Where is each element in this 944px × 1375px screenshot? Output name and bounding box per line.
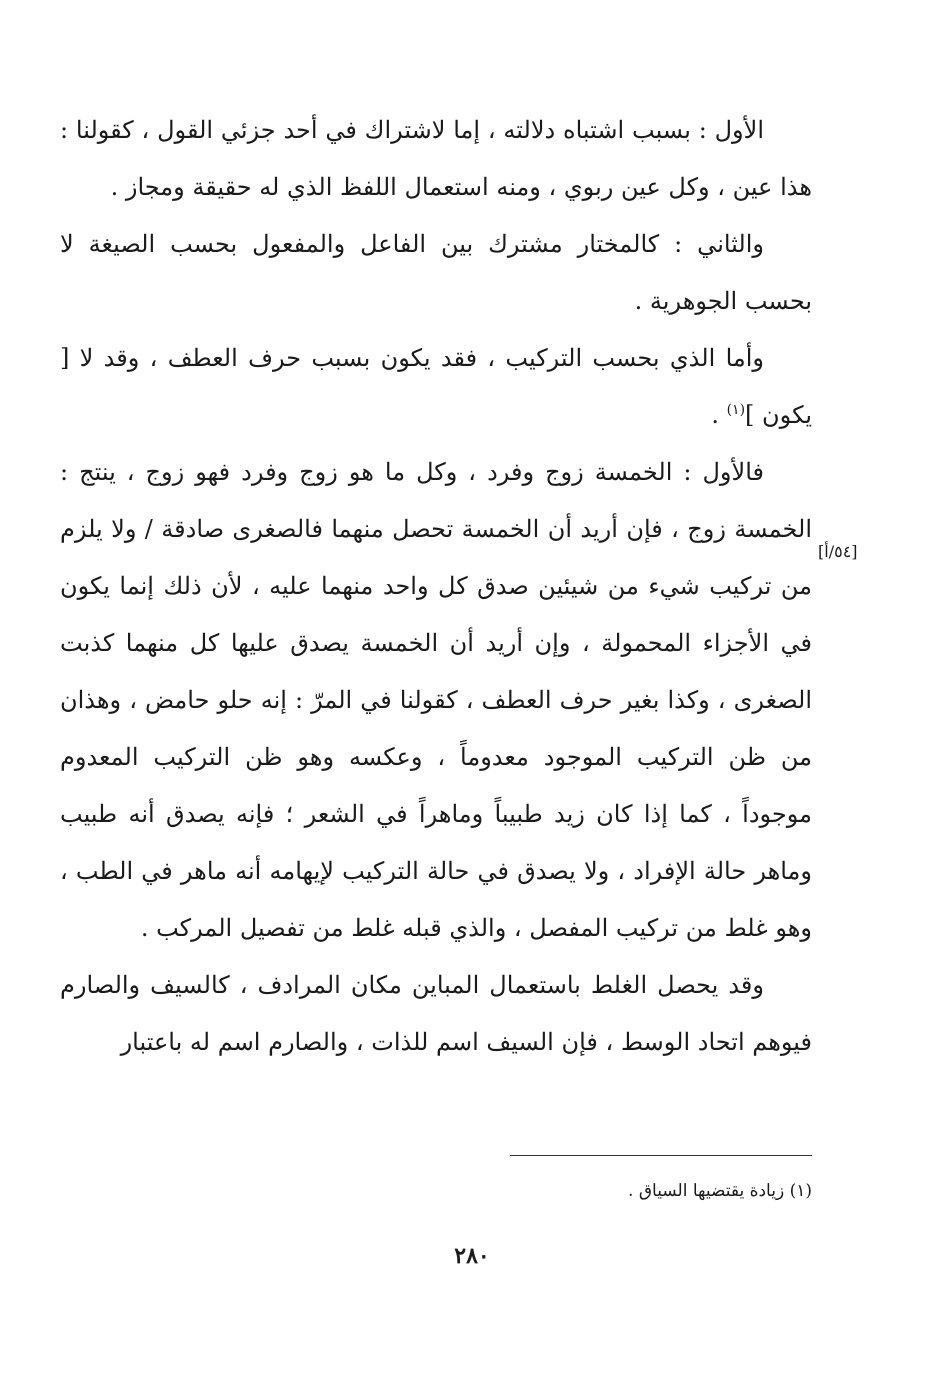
- body-text: [60, 102, 812, 1071]
- paragraph-3-text: وأما الذي بحسب التركيب ، فقد يكون بسبب حرف العطف ، وقد لا [ يكون ]: [60, 344, 812, 429]
- paragraph-3: [60, 330, 812, 444]
- paragraph-5: وقد يحصل الغلط باستعمال المباين مكان المرادف ، كالسيف والصارم فيوهم اتحاد الوسط ، فإن السيف اسم للذات ، والصارم اسم له باعتبار: [60, 971, 812, 1056]
- footnote: (١) زيادة يقتضيها السياق .: [628, 1181, 812, 1201]
- footnote-reference: (١): [726, 402, 746, 418]
- page-number: ٢٨٠: [454, 1243, 490, 1269]
- manuscript-folio-marker: [٥٤/أ]: [818, 542, 858, 561]
- footnote-divider: [510, 1155, 812, 1156]
- paragraph-2: والثاني : كالمختار مشترك بين الفاعل والمفعول بحسب الصيغة لا بحسب الجوهرية .: [60, 230, 812, 315]
- paragraph-1: الأول : بسبب اشتباه دلالته ، إما لاشتراك في أحد جزئي القول ، كقولنا : هذا عين ، وكل عين ربوي ، ومنه استعمال اللفظ الذي له حقيقة ومجاز .: [60, 116, 812, 201]
- paragraph-3-end: .: [711, 401, 727, 429]
- paragraph-4: فالأول : الخمسة زوج وفرد ، وكل ما هو زوج وفرد فهو زوج ، ينتج : الخمسة زوج ، فإن أريد أن الخمسة تحصل منهما فالصغرى صادقة / ولا يلزم من تركيب شيء من شيئين صدق كل واحد منهما عليه ، لأن ذلك إنما يكون في الأجزاء المحمولة ، وإن أريد أن الخمسة يصدق عليها كل منهما كذبت الصغرى ، وكذا بغير حرف العطف ، كقولنا في المرّ : إنه حلو حامض ، وهذان من ظن التركيب الموجود معدوماً ، وعكسه وهو ظن التركيب المعدوم موجوداً ، كما إذا كان زيد طبيباً وماهراً في الشعر ؛ فإنه يصدق أنه طبيب وماهر حالة الإفراد ، ولا يصدق في حالة التركيب لإيهامه أنه ماهر في الطب ، وهو غلط من تركيب المفصل ، والذي قبله غلط من تفصيل المركب .: [60, 458, 812, 942]
